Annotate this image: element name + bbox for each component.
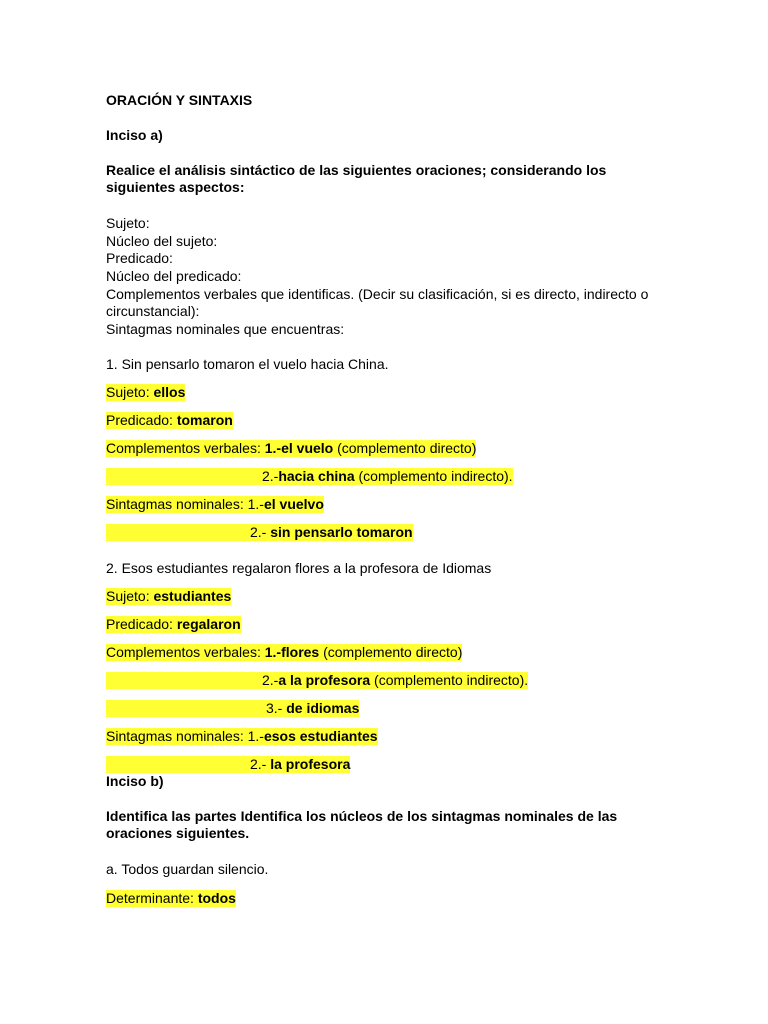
s2-cv2 bbox=[262, 672, 528, 689]
s2-cv2-value: a la profesora bbox=[278, 672, 371, 688]
instruction-line-1: Realice el análisis sintáctico de las siguientes oraciones; considerando los bbox=[106, 162, 607, 178]
s2-sn2-highlight bbox=[106, 756, 250, 773]
s1-sn2 bbox=[250, 524, 413, 541]
s2-sn2 bbox=[250, 756, 350, 773]
s2-sn1: esos estudiantes bbox=[263, 728, 378, 744]
instruction-b-line-1: Identifica las partes Identifica los núcleos de los sintagmas nominales de las bbox=[106, 808, 618, 824]
s2-predicado bbox=[106, 616, 241, 633]
s1-cv2 bbox=[262, 468, 513, 485]
s1-cv2-highlight bbox=[106, 468, 262, 485]
sentence-1: 1. Sin pensarlo tomaron el vuelo hacia China. bbox=[106, 356, 389, 372]
s1-cv2-value: hacia china bbox=[278, 468, 355, 484]
inciso-b-heading: Inciso b) bbox=[106, 773, 164, 789]
doc-title: ORACIÓN Y SINTAXIS bbox=[106, 92, 253, 108]
s2-sn2-num: 2.- bbox=[250, 756, 271, 772]
s1-cv2-note: (complemento indirecto). bbox=[354, 468, 513, 484]
aspect-circunstancial: circunstancial): bbox=[106, 303, 200, 319]
s1-sn2-num: 2.- bbox=[250, 524, 271, 540]
s2-cv3-highlight bbox=[106, 700, 266, 717]
s1-sn2-highlight bbox=[106, 524, 250, 541]
aspect-complementos: Complementos verbales que identificas. (Decir su clasificación, si es directo, indirecto o bbox=[106, 286, 649, 302]
s2-cv2-note: (complemento indirecto). bbox=[370, 672, 529, 688]
s2-cv2-highlight bbox=[106, 672, 262, 689]
aspect-nucleo-sujeto: Núcleo del sujeto: bbox=[106, 233, 218, 249]
aspect-sintagmas: Sintagmas nominales que encuentras: bbox=[106, 321, 345, 337]
s2-sn-label: Sintagmas nominales: 1.- bbox=[106, 728, 264, 744]
s2-complementos bbox=[106, 644, 462, 661]
s2-sintagmas bbox=[106, 728, 378, 745]
instruction-b-line-2: oraciones siguientes. bbox=[106, 825, 250, 841]
sa-det-value: todos bbox=[197, 890, 236, 906]
s1-sujeto bbox=[106, 384, 185, 401]
s1-sn1: el vuelvo bbox=[263, 496, 324, 512]
s1-pred-value: tomaron bbox=[176, 412, 233, 428]
s1-sujeto-label: Sujeto: bbox=[106, 384, 154, 400]
instruction-line-2: siguientes aspectos: bbox=[106, 179, 245, 195]
s1-pred-label: Predicado: bbox=[106, 412, 177, 428]
aspect-nucleo-predicado: Núcleo del predicado: bbox=[106, 268, 242, 284]
s1-sintagmas bbox=[106, 496, 324, 513]
s2-cv1-note: (complemento directo) bbox=[319, 644, 463, 660]
sa-determinante bbox=[106, 890, 236, 907]
s2-sujeto-value: estudiantes bbox=[153, 588, 232, 604]
inciso-a-heading: Inciso a) bbox=[106, 127, 163, 143]
sa-det-label: Determinante: bbox=[106, 890, 198, 906]
s2-sn2-value: la profesora bbox=[270, 756, 351, 772]
s1-sujeto-value: ellos bbox=[153, 384, 186, 400]
s1-predicado bbox=[106, 412, 233, 429]
aspect-sujeto: Sujeto: bbox=[106, 215, 150, 231]
s2-pred-label: Predicado: bbox=[106, 616, 177, 632]
s1-sn2-value: sin pensarlo tomaron bbox=[270, 524, 413, 540]
s1-cv2-num: 2.- bbox=[262, 468, 279, 484]
s2-cv3 bbox=[266, 700, 359, 717]
s1-cv-label: Complementos verbales: bbox=[106, 440, 265, 456]
s2-cv3-value: de idiomas bbox=[286, 700, 360, 716]
s2-cv-label: Complementos verbales: bbox=[106, 644, 265, 660]
s2-cv3-num: 3.- bbox=[266, 700, 287, 716]
s1-complementos bbox=[106, 440, 476, 457]
s2-cv2-num: 2.- bbox=[262, 672, 279, 688]
s2-cv1: 1.-flores bbox=[264, 644, 320, 660]
sentence-2: 2. Esos estudiantes regalaron flores a la profesora de Idiomas bbox=[106, 560, 492, 576]
s2-sujeto-label: Sujeto: bbox=[106, 588, 154, 604]
s1-sn-label: Sintagmas nominales: 1.- bbox=[106, 496, 264, 512]
s1-cv1-note: (complemento directo) bbox=[333, 440, 477, 456]
s1-cv1: 1.-el vuelo bbox=[264, 440, 334, 456]
aspect-predicado: Predicado: bbox=[106, 250, 173, 266]
s2-sujeto bbox=[106, 588, 231, 605]
sentence-a: a. Todos guardan silencio. bbox=[106, 861, 269, 877]
s2-pred-value: regalaron bbox=[176, 616, 241, 632]
